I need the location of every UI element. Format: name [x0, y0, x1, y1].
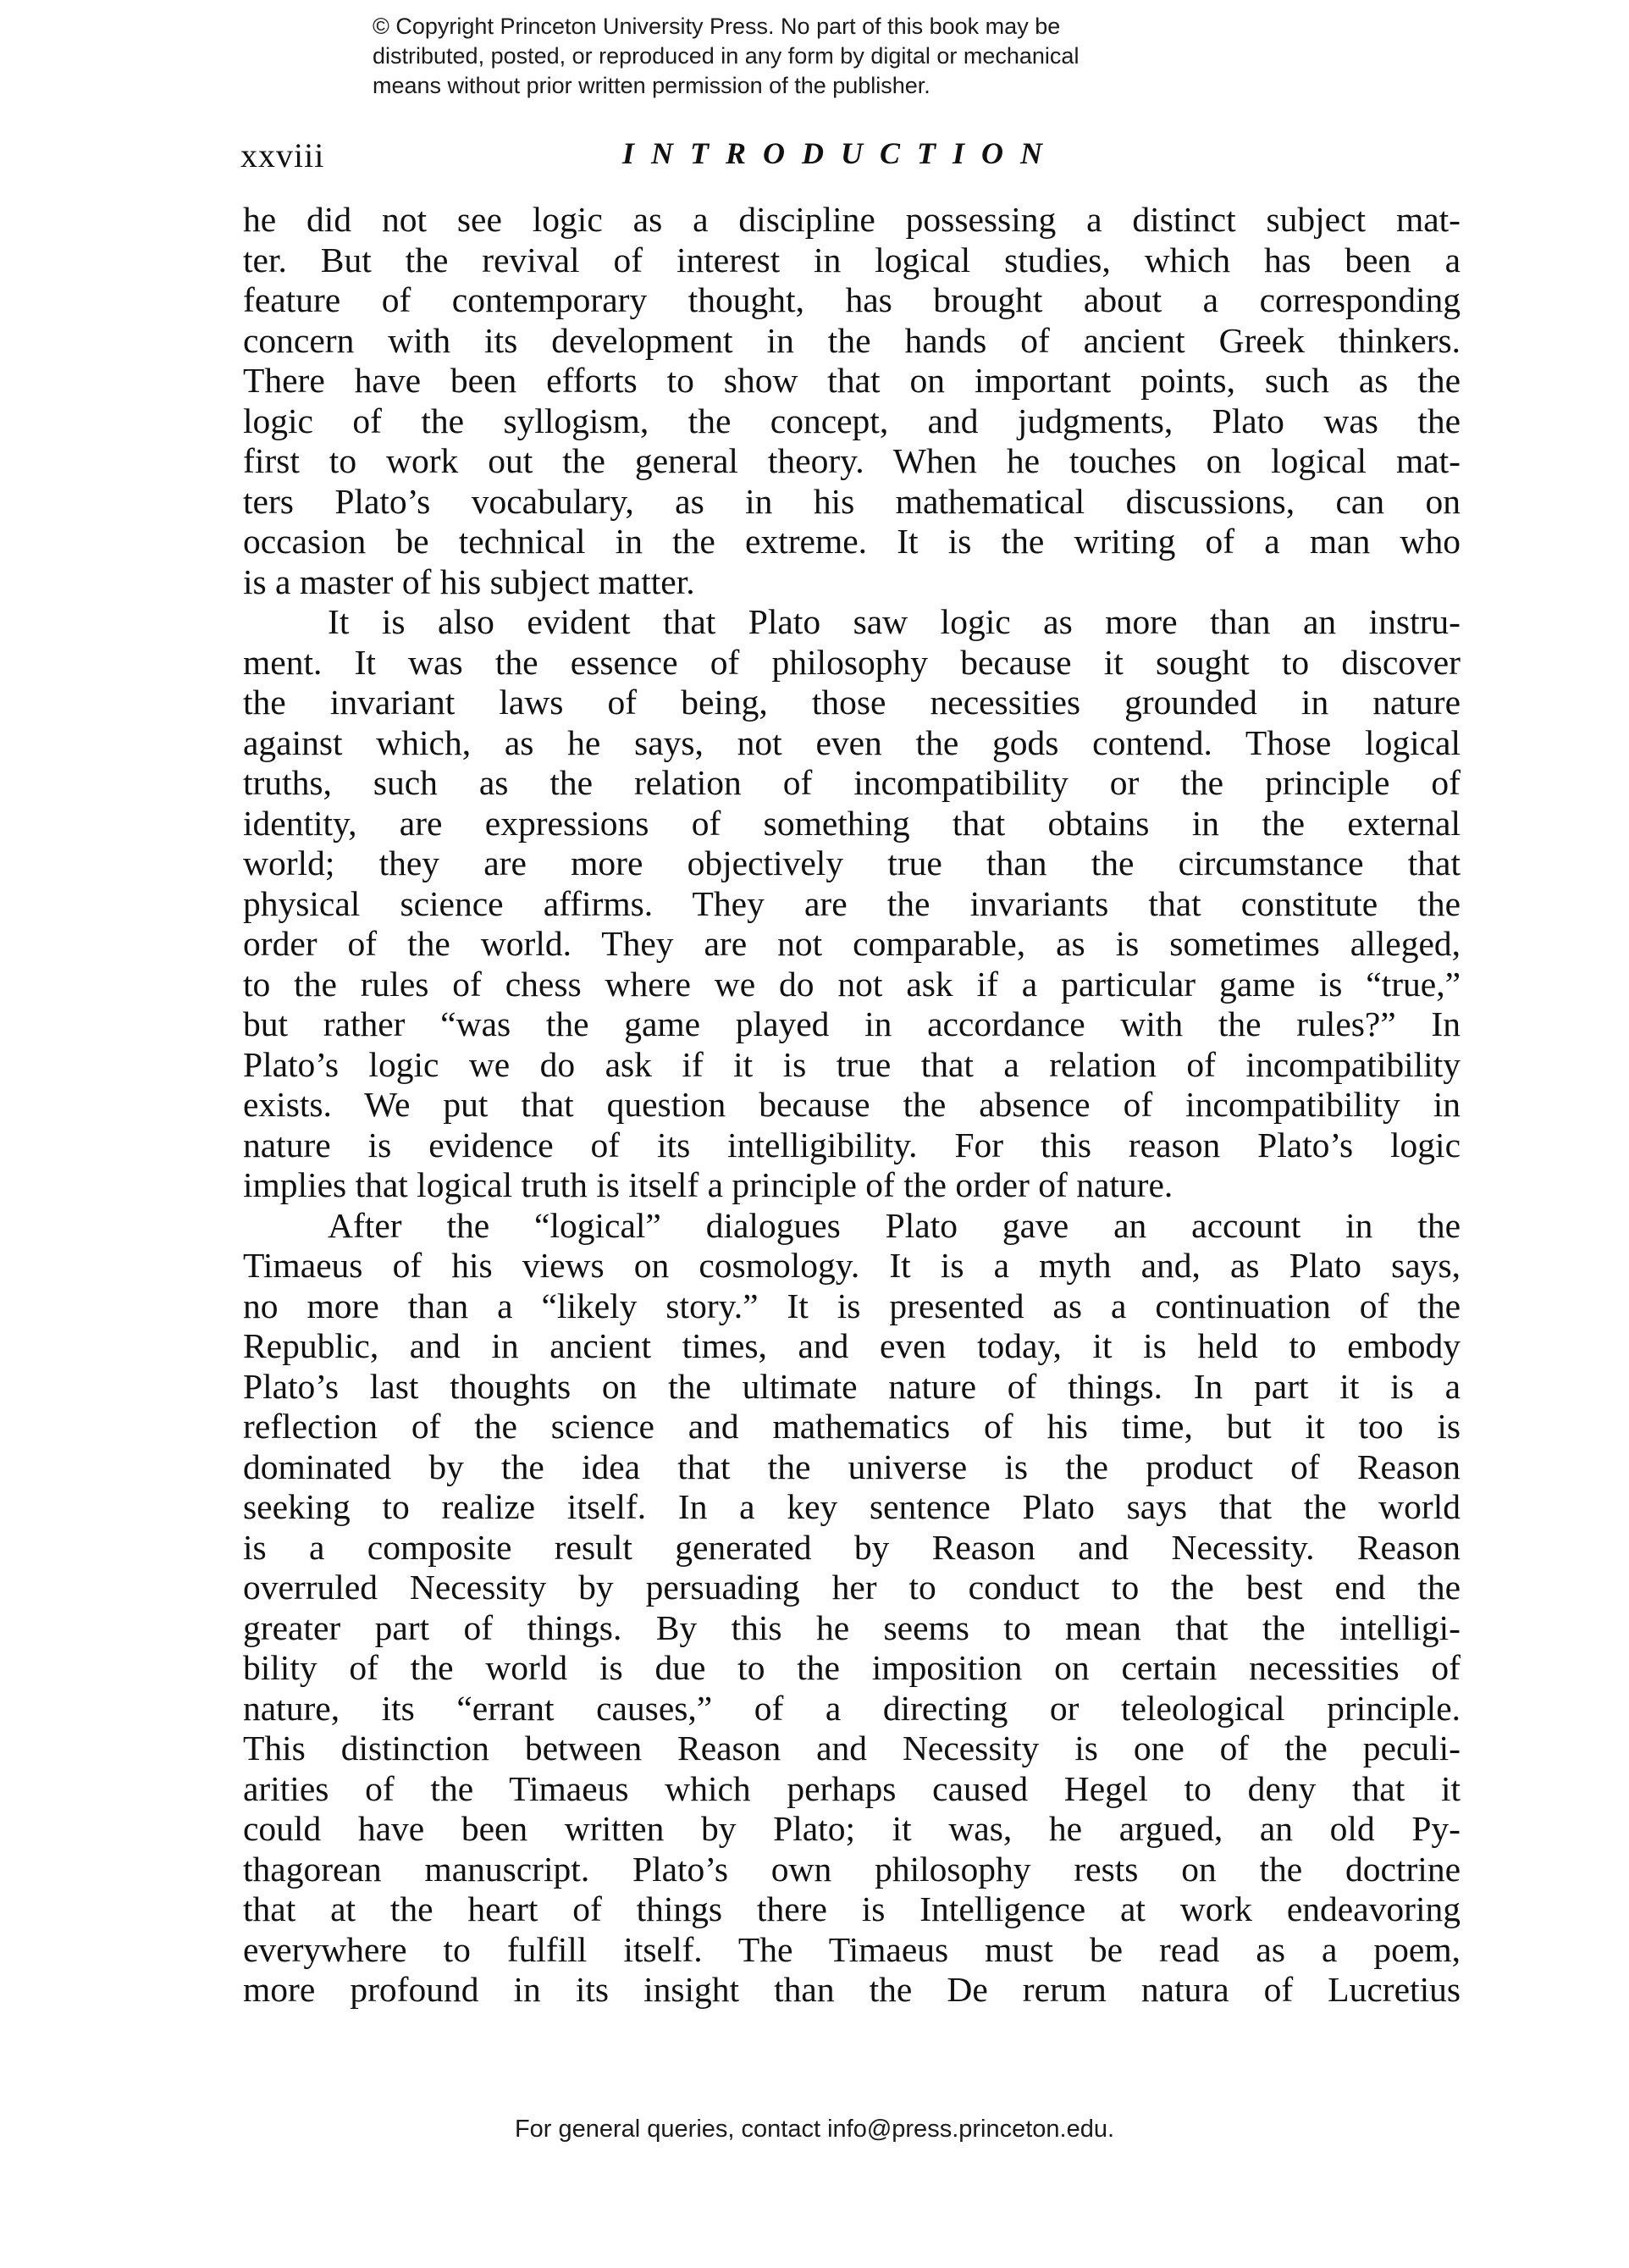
text-line: is a master of his subject matter. [243, 561, 695, 601]
text-line: seeking to realize itself. In a key sentence Plato says that the world [243, 1487, 1461, 1526]
text-line: After the “logical” dialogues Plato gave an account in the [328, 1205, 1461, 1245]
text-line: Plato’s last thoughts on the ultimate nature of things. In part it is a [243, 1366, 1461, 1406]
text-line: greater part of things. By this he seems to mean that the intelligi- [243, 1607, 1461, 1647]
text-line: could have been written by Plato; it was, he argued, an old Py- [243, 1809, 1461, 1848]
text-line: reflection of the science and mathematics of his time, but it too is [243, 1407, 1461, 1446]
text-line: arities of the Timaeus which perhaps caused Hegel to deny that it [243, 1768, 1461, 1808]
text-line: ters Plato’s vocabulary, as in his mathematical discussions, can on [243, 481, 1461, 521]
text-line: world; they are more objectively true than the circumstance that [243, 844, 1461, 882]
text-line: the invariant laws of being, those necessities grounded in nature [243, 683, 1461, 722]
text-line: Republic, and in ancient times, and even today, it is held to embody [243, 1326, 1461, 1365]
text-line: concern with its development in the hands of ancient Greek thinkers. [243, 320, 1461, 360]
text-line: exists. We put that question because the absence of incompatibility in [243, 1085, 1461, 1124]
text-line: ter. But the revival of interest in logical studies, which has been a [243, 240, 1461, 279]
text-line: no more than a “likely story.” It is presented as a continuation of the [243, 1286, 1461, 1325]
text-line: order of the world. They are not comparable, as is sometimes alleged, [243, 924, 1461, 963]
text-line: is a composite result generated by Reason and Necessity. Reason [243, 1527, 1461, 1567]
body-text [243, 200, 1461, 2011]
text-line: It is also evident that Plato saw logic as more than an instru- [328, 602, 1461, 641]
text-line: first to work out the general theory. When he touches on logical mat- [243, 441, 1461, 480]
text-line: This distinction between Reason and Necessity is one of the peculi- [243, 1729, 1461, 1767]
text-line: logic of the syllogism, the concept, and judgments, Plato was the [243, 401, 1461, 440]
text-line: nature is evidence of its intelligibility. For this reason Plato’s logic [243, 1125, 1461, 1164]
text-line: that at the heart of things there is Intelligence at work endeavoring [243, 1889, 1461, 1928]
text-line: against which, as he says, not even the gods contend. Those logical [243, 722, 1461, 762]
footer-contact: For general queries, contact info@press.princeton.edu. [514, 2116, 1115, 2143]
text-line: everywhere to fulfill itself. The Timaeus must be read as a poem, [243, 1929, 1461, 1969]
text-line: but rather “was the game played in accordance with the rules?” In [243, 1004, 1461, 1043]
text-line: Plato’s logic we do ask if it is true that a relation of incompatibility [243, 1044, 1461, 1084]
copyright-notice [373, 12, 1219, 101]
copyright-line: means without prior written permission of the publisher. [373, 73, 930, 98]
text-line: There have been efforts to show that on important points, such as the [243, 361, 1461, 400]
text-line: ment. It was the essence of philosophy because it sought to discover [243, 642, 1461, 682]
running-head [0, 127, 1629, 178]
text-line: overruled Necessity by persuading her to conduct to the best end the [243, 1568, 1461, 1607]
text-line: Timaeus of his views on cosmology. It is a myth and, as Plato says, [243, 1246, 1461, 1285]
text-line: more profound in its insight than the De rerum natura of Lucretius [243, 1970, 1461, 2009]
text-line: identity, are expressions of something that obtains in the external [243, 803, 1461, 843]
text-line: truths, such as the relation of incompatibility or the principle of [243, 763, 1461, 802]
text-line: dominated by the idea that the universe is the product of Reason [243, 1447, 1461, 1486]
text-line: bility of the world is due to the imposition on certain necessities of [243, 1648, 1461, 1687]
text-line: implies that logical truth is itself a principle of the order of nature. [243, 1165, 1173, 1204]
copyright-line: distributed, posted, or reproduced in any form by digital or mechanical [373, 43, 1080, 69]
text-line: thagorean manuscript. Plato’s own philosophy rests on the doctrine [243, 1849, 1461, 1889]
text-line: physical science affirms. They are the invariants that constitute the [243, 883, 1461, 923]
text-line: feature of contemporary thought, has brought about a corresponding [243, 280, 1461, 319]
section-title: INTRODUCTION [622, 136, 1060, 170]
text-line: he did not see logic as a discipline possessing a distinct subject mat- [243, 200, 1461, 239]
copyright-line: © Copyright Princeton University Press. No part of this book may be [373, 14, 1061, 39]
page-number: xxviii [240, 136, 325, 174]
text-line: nature, its “errant causes,” of a directing or teleological principle. [243, 1688, 1461, 1728]
text-line: occasion be technical in the extreme. It is the writing of a man who [243, 522, 1461, 561]
text-line: to the rules of chess where we do not ask if a particular game is “true,” [243, 964, 1461, 1004]
